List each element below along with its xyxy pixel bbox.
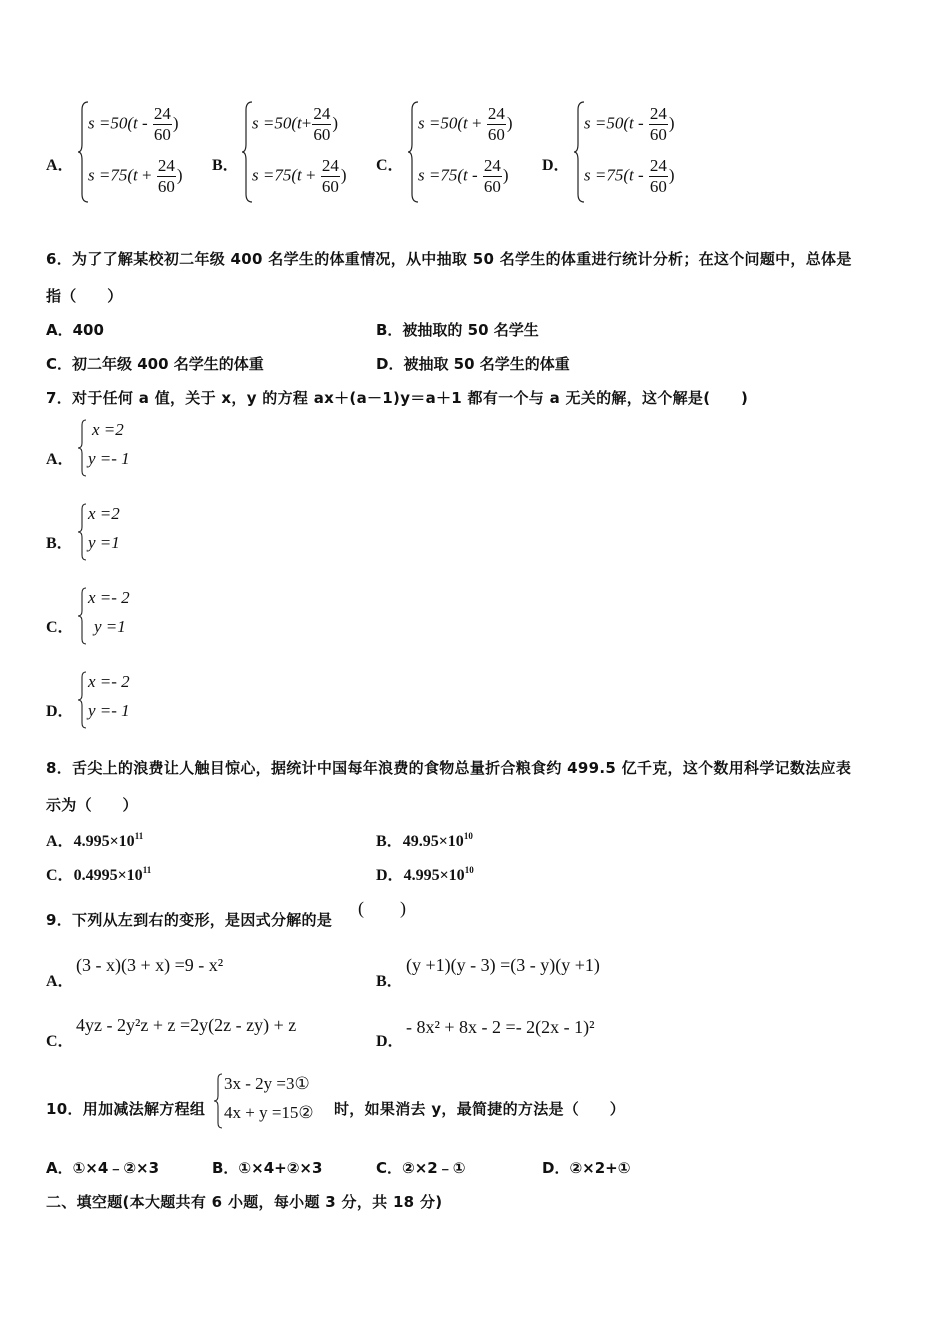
q7-d-line1: x =- 2 bbox=[88, 672, 130, 691]
q5-b-eq1: s =50(t+ $\frac{24}{60}$ ) bbox=[252, 104, 338, 144]
q5-a-eq1: s =50(t - $\frac{24}{60}$ ) bbox=[88, 104, 179, 144]
q10-option-c: C．②×2﹣① bbox=[376, 1159, 466, 1177]
section-2-title: 二、填空题(本大题共有 6 小题，每小题 3 分，共 18 分) bbox=[46, 1193, 443, 1211]
q5-option-c-label: C． bbox=[376, 157, 404, 174]
q5-option-b-system bbox=[242, 100, 372, 204]
q10-option-d: D．②×2+① bbox=[542, 1159, 631, 1177]
q7-a-line1: x =2 bbox=[92, 420, 124, 439]
left-brace-icon bbox=[78, 502, 88, 562]
q6-option-b: B．被抽取的 50 名学生 bbox=[376, 321, 539, 339]
q9-stem: 9．下列从左到右的变形，是因式分解的是 bbox=[46, 911, 333, 929]
q5-option-b-label: B． bbox=[212, 157, 239, 174]
q6-stem-line2: 指（ ） bbox=[46, 287, 123, 305]
q5-c-eq1: s =50(t + $\frac{24}{60}$ ) bbox=[418, 104, 513, 144]
q5-d-eq2: s =75(t - $\frac{24}{60}$ ) bbox=[584, 156, 675, 196]
q7-option-a-label: A． bbox=[46, 451, 74, 468]
q7-option-c-label: C． bbox=[46, 619, 74, 636]
q5-option-a-system bbox=[78, 100, 208, 204]
q5-c-eq2: s =75(t - $\frac{24}{60}$ ) bbox=[418, 156, 509, 196]
q7-c-line1: x =- 2 bbox=[88, 588, 130, 607]
q9-paren: ( ) bbox=[358, 898, 406, 918]
q9-option-c-expr: 4yz - 2y²z + z =2y(2z - zy) + z bbox=[76, 1015, 297, 1035]
q7-option-c-system bbox=[78, 586, 158, 646]
q7-option-d-system bbox=[78, 670, 158, 730]
q7-b-line2: y =1 bbox=[88, 533, 120, 552]
q9-option-c-label: C． bbox=[46, 1033, 74, 1050]
q9-option-b-expr: (y +1)(y - 3) =(3 - y)(y +1) bbox=[406, 955, 600, 975]
q10-system bbox=[214, 1072, 334, 1130]
q9-option-a-expr: (3 - x)(3 + x) =9 - x² bbox=[76, 955, 224, 975]
q7-d-line2: y =- 1 bbox=[88, 701, 130, 720]
q10-eq1: 3x - 2y =3① bbox=[224, 1074, 310, 1093]
q8-option-b: B．$49.95\times 10^{10}$ bbox=[376, 831, 473, 850]
q5-option-d-label: D． bbox=[542, 157, 570, 174]
q8-option-d: D．$4.995\times 10^{10}$ bbox=[376, 865, 474, 884]
q9-option-b-label: B． bbox=[376, 973, 403, 990]
q6-stem-line1: 6．为了了解某校初二年级 400 名学生的体重情况，从中抽取 50 名学生的体重进行统计分析；在这个问题中，总体是 bbox=[46, 250, 852, 268]
q10-option-b: B．①×4+②×3 bbox=[212, 1159, 323, 1177]
q5-option-d-system bbox=[574, 100, 704, 204]
q8-option-c: C．$0.4995\times 10^{11}$ bbox=[46, 865, 152, 884]
q5-option-a-label: A． bbox=[46, 157, 74, 174]
left-brace-icon bbox=[78, 418, 88, 478]
q7-stem: 7．对于任何 a 值，关于 x，y 的方程 ax＋(a－1)y＝a＋1 都有一个与 a 无关的解，这个解是( ) bbox=[46, 389, 749, 407]
left-brace-icon bbox=[214, 1072, 224, 1130]
q5-d-eq1: s =50(t - $\frac{24}{60}$ ) bbox=[584, 104, 675, 144]
left-brace-icon bbox=[78, 586, 88, 646]
q7-option-d-label: D． bbox=[46, 703, 74, 720]
q6-option-c: C．初二年级 400 名学生的体重 bbox=[46, 355, 264, 373]
q9-option-d-label: D． bbox=[376, 1033, 404, 1050]
q7-b-line1: x =2 bbox=[88, 504, 120, 523]
q6-option-d: D．被抽取 50 名学生的体重 bbox=[376, 355, 570, 373]
q6-option-a: A．400 bbox=[46, 321, 104, 339]
left-brace-icon bbox=[78, 670, 88, 730]
q5-option-c-system bbox=[408, 100, 538, 204]
q8-stem-line1: 8．舌尖上的浪费让人触目惊心，据统计中国每年浪费的食物总量折合粮食约 499.5 亿千克，这个数用科学记数法应表 bbox=[46, 759, 852, 777]
q5-a-eq2: s =75(t + $\frac{24}{60}$ ) bbox=[88, 156, 183, 196]
q7-option-b-system bbox=[78, 502, 158, 562]
q9-option-a-label: A． bbox=[46, 973, 74, 990]
q10-option-a: A．①×4﹣②×3 bbox=[46, 1159, 160, 1177]
q7-a-line2: y =- 1 bbox=[88, 449, 130, 468]
q5-b-eq2: s =75(t + $\frac{24}{60}$ ) bbox=[252, 156, 347, 196]
q10-eq2: 4x + y =15② bbox=[224, 1103, 314, 1122]
q7-c-line2: y =1 bbox=[94, 617, 126, 636]
q8-stem-line2: 示为（ ） bbox=[46, 796, 138, 814]
q8-option-a: A．$4.995\times 10^{11}$ bbox=[46, 831, 144, 850]
q9-option-d-expr: - 8x² + 8x - 2 =- 2(2x - 1)² bbox=[406, 1017, 595, 1037]
q10-stem-pre: 10．用加减法解方程组 bbox=[46, 1100, 206, 1118]
q10-stem-post: 时，如果消去 y，最简捷的方法是（ ） bbox=[334, 1100, 626, 1118]
q7-option-a-system bbox=[78, 418, 158, 478]
q7-option-b-label: B． bbox=[46, 535, 73, 552]
